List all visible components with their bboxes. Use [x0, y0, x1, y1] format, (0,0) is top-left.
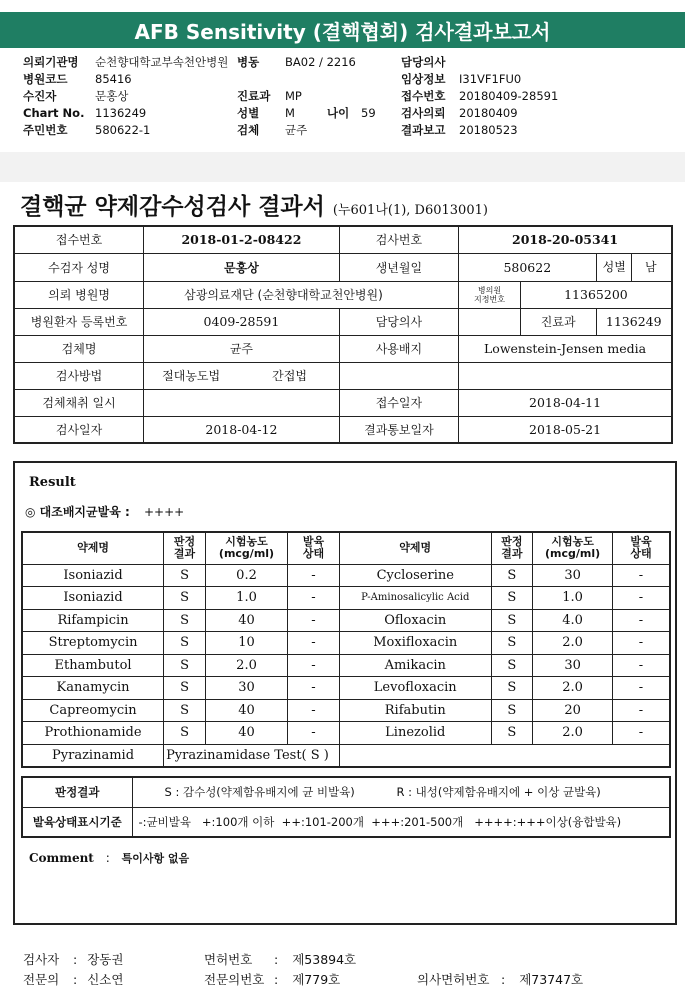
drug-name: Isoniazid: [22, 564, 164, 587]
sex-cell: [596, 253, 672, 281]
reg-label: 병원환자 등록번호: [14, 308, 144, 335]
col-judge-2: 결과: [173, 547, 196, 561]
col-conc-1: 시험농도: [225, 535, 268, 549]
hdr-value: 균주: [285, 123, 308, 137]
hdr-label: 의뢰기관명: [23, 55, 79, 69]
drug-growth: -: [612, 632, 670, 655]
sex-label: 성별: [598, 254, 632, 281]
control-growth: [25, 503, 184, 520]
table-row: [22, 677, 670, 700]
footer-col3: 의사면허번호 : 제73747호: [417, 970, 583, 990]
table-row: [22, 654, 670, 677]
drug-conc: 10: [206, 632, 288, 655]
drug-rows: [22, 564, 670, 767]
drug-growth: -: [288, 699, 340, 722]
growth-legend-values: -:균비발육 +:100개 이하 ++:101-200개 +++:201-500개 ++++:+++이상(융합발육): [132, 807, 670, 837]
designated-label: [459, 281, 521, 308]
col-growth: [288, 532, 340, 564]
drug-growth: -: [612, 654, 670, 677]
hdr-value: MP: [285, 89, 302, 103]
pza-name: Pyrazinamid: [22, 744, 164, 767]
drug-growth: -: [612, 699, 670, 722]
dob-label: 생년월일: [339, 253, 458, 281]
drug-growth: -: [612, 587, 670, 610]
judge-legend-values: [132, 777, 670, 807]
drug-judge: S: [491, 699, 533, 722]
spec-no-label: 전문의번호: [204, 972, 265, 987]
col-conc: [206, 532, 288, 564]
receipt-no: 2018-01-2-08422: [144, 226, 340, 253]
drug-conc: 2.0: [533, 677, 613, 700]
specialist: 신소연: [87, 972, 124, 987]
hdr-value: 20180409-28591: [459, 89, 559, 103]
method-cell: [144, 362, 340, 389]
footer-col1: 검사자 : 장동권 전문의 : 신소연: [23, 950, 123, 990]
drug-name: Kanamycin: [22, 677, 164, 700]
footer-col2: 면허번호 : 제53894호 전문의번호 : 제779호: [204, 950, 356, 990]
drug-conc: 30: [206, 677, 288, 700]
drug-judge: S: [491, 587, 533, 610]
test-no: 2018-20-05341: [459, 226, 672, 253]
drug-judge: S: [491, 632, 533, 655]
drug-growth: -: [288, 564, 340, 587]
doctor-label: 담당의사: [339, 308, 458, 335]
hdr-value: 580622-1: [95, 123, 151, 137]
drug-conc: 20: [533, 699, 613, 722]
drug-table: [21, 531, 671, 768]
hdr-label: 병동: [237, 55, 260, 69]
col-drug: 약제명: [22, 532, 164, 564]
license: 제53894호: [292, 952, 357, 967]
section-divider: [0, 152, 685, 182]
comment: [29, 850, 189, 866]
col-conc-2: (mcg/ml): [218, 547, 275, 561]
tester: 장동권: [87, 952, 124, 967]
hdr-label: 임상정보: [401, 72, 446, 86]
drug-conc: 40: [206, 609, 288, 632]
hdr-value: M: [285, 106, 295, 120]
pza-result: Pyrazinamidase Test( S ): [164, 744, 340, 767]
drug-name: Moxifloxacin: [339, 632, 491, 655]
medium-label: 사용배지: [339, 335, 458, 362]
drug-conc: 2.0: [533, 722, 613, 745]
report-banner: AFB Sensitivity (결핵협회) 검사결과보고서: [0, 12, 685, 48]
report-code: (누601나(1), D6013001): [332, 203, 488, 218]
table-row: [22, 564, 670, 587]
col-growth-2: 상태: [630, 547, 652, 561]
drug-name: Rifampicin: [22, 609, 164, 632]
drug-name: Levofloxacin: [339, 677, 491, 700]
drug-growth: -: [288, 632, 340, 655]
method-label: 검사방법: [14, 362, 144, 389]
drug-judge: S: [491, 609, 533, 632]
hdr-label: 나이: [327, 106, 350, 120]
hospital-label: 의뢰 병원명: [14, 281, 144, 308]
dob-cell: [459, 253, 596, 281]
tested-label: 검사일자: [14, 416, 144, 443]
col-judge: [164, 532, 206, 564]
hdr-value: BA02 / 2216: [285, 55, 356, 69]
col-judge-2: 결과: [501, 547, 523, 561]
hdr-label: 검사의뢰: [401, 106, 446, 120]
col-growth-1: 발육: [302, 535, 325, 549]
comment-label: Comment: [29, 851, 94, 865]
drug-name: Streptomycin: [22, 632, 164, 655]
tested: 2018-04-12: [144, 416, 340, 443]
drug-judge: S: [164, 699, 206, 722]
empty-cell: [459, 362, 672, 389]
col-conc: [533, 532, 613, 564]
method-1: 절대농도법: [162, 369, 221, 383]
drug-conc: 4.0: [533, 609, 613, 632]
doctor: [459, 308, 521, 335]
drug-name: Rifabutin: [339, 699, 491, 722]
hdr-label: 주민번호: [23, 123, 68, 137]
growth-legend-label: 발육상태표시기준: [22, 807, 132, 837]
drug-growth: -: [612, 722, 670, 745]
report-title-text: 결핵균 약제감수성검사 결과서: [20, 193, 325, 220]
control-growth-value: ++++: [143, 505, 185, 519]
hdr-label: 검체: [237, 123, 260, 137]
drug-judge: S: [164, 587, 206, 610]
drug-judge: S: [164, 632, 206, 655]
hdr-label: 병원코드: [23, 72, 68, 86]
receipt-no-label: 접수번호: [14, 226, 144, 253]
specialist-label: 전문의: [23, 972, 60, 987]
specimen-label: 검체명: [14, 335, 144, 362]
comment-text: 특이사항 없음: [121, 852, 190, 865]
drug-conc: 40: [206, 722, 288, 745]
method-2: 간접법: [272, 369, 307, 383]
drug-name: Prothionamide: [22, 722, 164, 745]
col-judge-1: 판정: [173, 535, 196, 549]
col-conc-2: (mcg/ml): [545, 547, 601, 561]
col-judge: [491, 532, 533, 564]
doc-license-label: 의사면허번호: [417, 972, 490, 987]
drug-judge: S: [164, 564, 206, 587]
hdr-value: I31VF1FU0: [459, 72, 522, 86]
dept: 1136249: [596, 308, 672, 335]
drug-judge: S: [164, 722, 206, 745]
table-row: [22, 744, 670, 767]
drug-judge: S: [491, 564, 533, 587]
designated-no: 11365200: [520, 281, 672, 308]
medium: Lowenstein-Jensen media: [459, 335, 672, 362]
legend-table: [21, 776, 671, 838]
col-growth: [612, 532, 670, 564]
tester-label: 검사자: [23, 952, 60, 967]
drug-judge: S: [164, 677, 206, 700]
drug-growth: -: [612, 677, 670, 700]
hdr-value: 문홍상: [95, 89, 129, 103]
hdr-value: 20180409: [459, 106, 518, 120]
doc-license: 제73747호: [519, 972, 584, 987]
sex: 남: [644, 259, 657, 274]
reg-no: 0409-28591: [144, 308, 340, 335]
col-growth-1: 발육: [630, 535, 652, 549]
designated-label-2: 지정번호: [474, 294, 505, 304]
patient-name: 문홍상: [144, 253, 340, 281]
drug-name: Cycloserine: [339, 564, 491, 587]
patient-label: 수검자 성명: [14, 253, 144, 281]
hdr-label: 수진자: [23, 89, 57, 103]
license-label: 면허번호: [204, 952, 253, 967]
test-no-label: 검사번호: [339, 226, 458, 253]
drug-conc: 0.2: [206, 564, 288, 587]
judge-legend-label: 판정결과: [22, 777, 132, 807]
control-growth-label: ◎ 대조배지균발육 :: [25, 505, 130, 519]
col-growth-2: 상태: [302, 547, 325, 561]
hdr-value: 1136249: [95, 106, 147, 120]
col-conc-1: 시험농도: [551, 535, 594, 549]
notified: 2018-05-21: [459, 416, 672, 443]
col-judge-1: 판정: [501, 535, 523, 549]
drug-conc: 2.0: [206, 654, 288, 677]
hdr-value: 순천향대학교부속천안병원: [95, 55, 229, 69]
hdr-label: 결과보고: [401, 123, 446, 137]
drug-name: Capreomycin: [22, 699, 164, 722]
header-col2: [237, 54, 397, 139]
table-row: [22, 609, 670, 632]
drug-name: Isoniazid: [22, 587, 164, 610]
table-row: [22, 699, 670, 722]
collect: [144, 389, 340, 416]
header-col1-values: [95, 54, 245, 139]
dept-label: 진료과: [520, 308, 596, 335]
hdr-label: Chart No.: [23, 106, 85, 120]
drug-growth: -: [288, 654, 340, 677]
received-label: 접수일자: [339, 389, 458, 416]
table-row: [22, 632, 670, 655]
collect-label: 검체채취 일시: [14, 389, 144, 416]
drug-name: P-Aminosalicylic Acid: [339, 587, 491, 610]
dob: 580622: [503, 259, 552, 275]
hdr-label: 담당의사: [401, 55, 446, 69]
drug-conc: 40: [206, 699, 288, 722]
drug-judge: S: [491, 654, 533, 677]
judge-s: S : 감수성(약제함유배지에 균 비발육): [164, 785, 355, 800]
drug-conc: 1.0: [206, 587, 288, 610]
drug-judge: S: [491, 677, 533, 700]
result-title: Result: [29, 475, 76, 490]
drug-conc: 1.0: [533, 587, 613, 610]
drug-name: Amikacin: [339, 654, 491, 677]
result-section: [13, 461, 677, 925]
drug-growth: -: [612, 609, 670, 632]
header-col3: [401, 54, 601, 139]
hdr-label: 접수번호: [401, 89, 446, 103]
drug-name: Linezolid: [339, 722, 491, 745]
hdr-value: 20180523: [459, 123, 518, 137]
table-row: [22, 587, 670, 610]
drug-conc: 30: [533, 564, 613, 587]
drug-judge: S: [491, 722, 533, 745]
empty-cell: [339, 744, 670, 767]
drug-conc: 30: [533, 654, 613, 677]
hdr-value: 59: [361, 106, 376, 120]
empty-cell: [339, 362, 458, 389]
patient-info-table: [13, 225, 673, 444]
hdr-label: 성별: [237, 106, 260, 120]
drug-growth: -: [288, 677, 340, 700]
judge-r: R : 내성(약제함유배지에 + 이상 균발육): [396, 785, 601, 800]
hdr-label: 진료과: [237, 89, 271, 103]
drug-growth: -: [612, 564, 670, 587]
drug-conc: 2.0: [533, 632, 613, 655]
designated-label-1: 병의원: [477, 285, 502, 295]
drug-growth: -: [288, 722, 340, 745]
drug-growth: -: [288, 609, 340, 632]
drug-growth: -: [288, 587, 340, 610]
notified-label: 결과통보일자: [339, 416, 458, 443]
received: 2018-04-11: [459, 389, 672, 416]
comment-colon: :: [105, 851, 110, 865]
drug-judge: S: [164, 654, 206, 677]
spec-no: 제779호: [292, 972, 341, 987]
col-drug: 약제명: [339, 532, 491, 564]
drug-name: Ethambutol: [22, 654, 164, 677]
drug-judge: S: [164, 609, 206, 632]
report-title: [20, 188, 488, 221]
specimen: 균주: [144, 335, 340, 362]
hospital: 삼광의료재단 (순천향대학교천안병원): [144, 281, 459, 308]
drug-name: Ofloxacin: [339, 609, 491, 632]
table-row: [22, 722, 670, 745]
hdr-value: 85416: [95, 72, 132, 86]
